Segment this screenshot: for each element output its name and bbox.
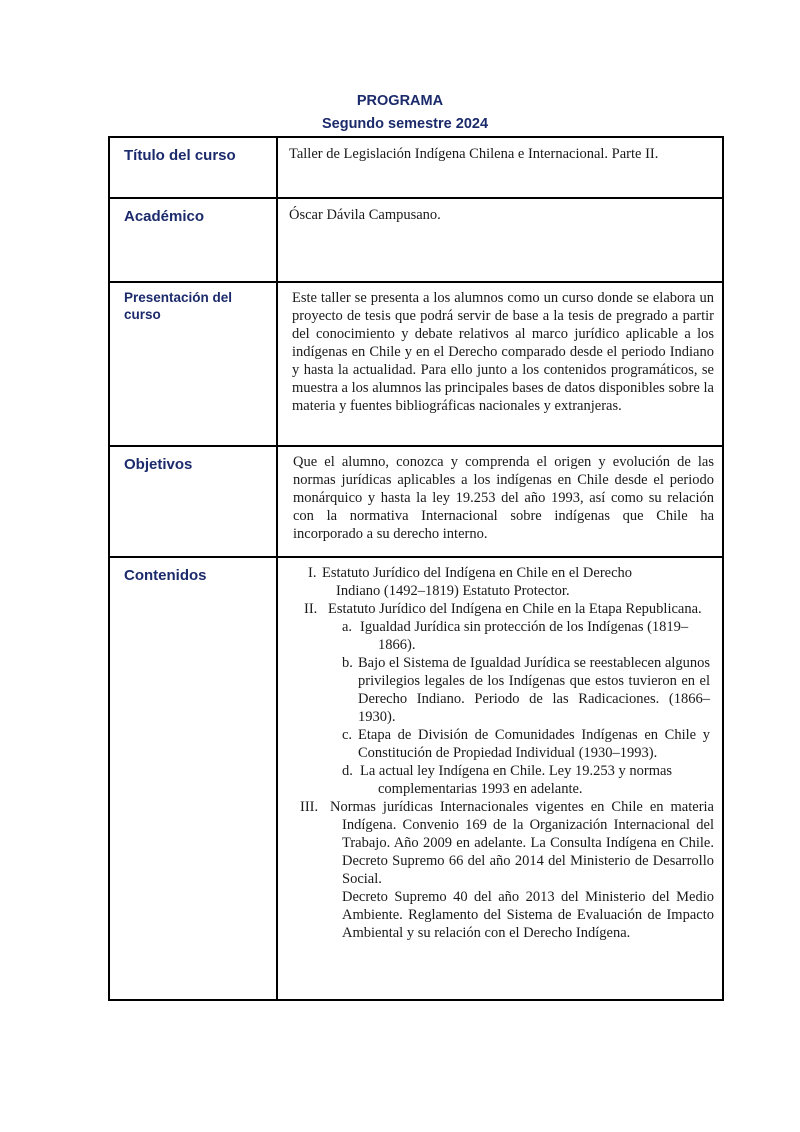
- objectives-text: Que el alumno, conozca y comprenda el origen y evolución de las normas jurídicas aplicables a los indígenas en Chile desde el periodo monárquico y hasta la ley 19.253 del año 1993, así como su relación con la normativa Internacional sobre indígenas que Chile ha incorporado a su derecho interno.: [293, 454, 714, 542]
- value-cell: [277, 198, 723, 282]
- item-number: I.: [308, 565, 317, 581]
- value-cell: [277, 557, 723, 1000]
- row-academico: [109, 198, 723, 282]
- list-item: [342, 762, 714, 798]
- item-number: d.: [342, 763, 353, 779]
- item-text: Normas jurídicas Internacionales vigentes en Chile en materia Indígena. Convenio 169 de la Organización Internacional del Trabajo. Año 2009 en adelante. La Consulta Indígena en Chile. Decreto Supremo 66 del año 2014 del Ministerio de Desarrollo Social.: [330, 799, 714, 887]
- value-cell: [277, 282, 723, 446]
- row-label: Contenidos: [124, 567, 207, 584]
- row-contenidos: [109, 557, 723, 1000]
- row-presentacion: [109, 282, 723, 446]
- label-cell: [109, 198, 277, 282]
- item-number: II.: [304, 601, 318, 617]
- item-text: Etapa de División de Comunidades Indígenas en Chile y Constitución de Propiedad Individual (1930–1993).: [358, 727, 710, 761]
- value-cell: [277, 446, 723, 557]
- row-label: Académico: [124, 208, 205, 225]
- contents-list: [278, 564, 714, 942]
- item-number: c.: [342, 727, 353, 743]
- item-text: Bajo el Sistema de Igualdad Jurídica se reestablecen algunos privilegios legales de los Indígenas que estos tuvieron en el Derecho Indiano. Periodo de las Radicaciones. (1866–1930).: [358, 655, 710, 725]
- row-objetivos: [109, 446, 723, 557]
- presentation-text: Este taller se presenta a los alumnos como un curso donde se elabora un proyecto de tesis que podrá servir de base a la tesis de pregrado a partir del conocimiento y debate relativos al marco jurídico aplicable a los indígenas en Chile y en el Derecho comparado desde el periodo Indiano y hasta la actualidad. Para ello junto a los contenidos programáticos, se muestra a los alumnos las principales bases de datos disponibles sobre la materia y fuentes bibliográficas nacionales y extranjeras.: [292, 290, 714, 414]
- list-item: [342, 654, 714, 726]
- document-subtitle: Segundo semestre 2024: [321, 116, 489, 132]
- list-item: [300, 798, 714, 888]
- document-title: PROGRAMA: [356, 93, 444, 109]
- list-item: [342, 726, 714, 762]
- course-title: Taller de Legislación Indígena Chilena e Internacional. Parte II.: [289, 146, 659, 162]
- label-cell: [109, 282, 277, 446]
- item-text: Estatuto Jurídico del Indígena en Chile en el Derecho Indiano (1492–1819) Estatuto Protector.: [322, 565, 633, 599]
- row-label: Título del curso: [124, 147, 236, 164]
- academic-name: Óscar Dávila Campusano.: [289, 207, 441, 223]
- list-item: [342, 888, 714, 942]
- row-label: Objetivos: [124, 456, 193, 473]
- list-item: [342, 618, 714, 654]
- item-number: a.: [342, 619, 353, 635]
- item-text: Estatuto Jurídico del Indígena en Chile en la Etapa Republicana.: [328, 601, 702, 617]
- item-text: La actual ley Indígena en Chile. Ley 19.253 y normas complementarias 1993 en adelante.: [360, 763, 673, 797]
- row-titulo: [109, 137, 723, 198]
- program-table: [108, 136, 724, 1001]
- row-label: Presentación del curso: [124, 290, 233, 322]
- label-cell: [109, 557, 277, 1000]
- list-item: [304, 600, 714, 618]
- item-text: Igualdad Jurídica sin protección de los Indígenas (1819– 1866).: [360, 619, 689, 653]
- label-cell: [109, 137, 277, 198]
- label-cell: [109, 446, 277, 557]
- item-number: III.: [300, 799, 319, 815]
- item-number: b.: [342, 655, 353, 671]
- item-text: Decreto Supremo 40 del año 2013 del Ministerio del Medio Ambiente. Reglamento del Sistema de Evaluación de Impacto Ambiental y su relación con el Derecho Indígena.: [342, 889, 714, 941]
- value-cell: [277, 137, 723, 198]
- list-item: [308, 564, 714, 600]
